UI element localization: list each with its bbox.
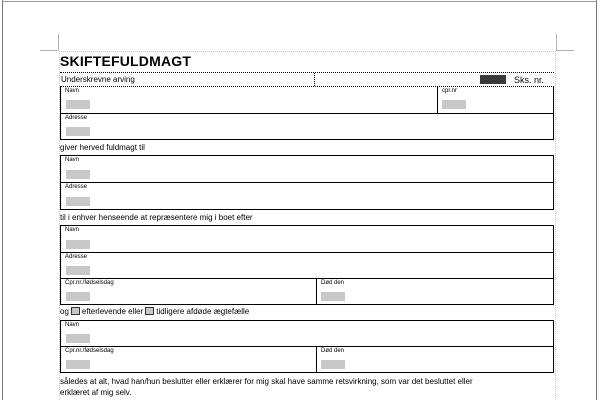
left-window-edge [2,0,3,400]
closing-text-line-2: erklæret af mig selv. [60,388,132,397]
closing-text-line-1: således at alt, hvad han/hun beslutter eller erklærer for mig skal have samme retsvirkning, som var det besluttet eller [60,377,473,386]
heir-address-input[interactable] [66,127,90,136]
deceased-cpr-input[interactable] [66,292,90,301]
deceased-address-label: Adresse [65,254,88,260]
top-window-edge [2,1,597,2]
deceased-death-cell [316,279,554,304]
proxy-name-input[interactable] [66,170,90,179]
heir-name-row [60,87,554,114]
spouse-death-input[interactable] [321,360,345,369]
spouse-line [60,307,249,317]
represent-text: til i enhver henseende at repræsentere mig i boet efter [60,213,253,222]
spouse-name-label: Navn [65,322,80,328]
right-window-edge [596,0,597,400]
heir-cpr-input[interactable] [442,100,466,109]
spouse-death-cell [316,347,554,372]
predeceased-spouse-checkbox[interactable] [145,307,154,315]
deceased-address-row [60,252,554,279]
crop-mark-top-right-v [556,34,557,50]
spouse-death-label: Død den [321,348,345,354]
crop-mark-top-right-h [556,50,574,51]
heir-address-row [60,113,554,140]
heir-name-input[interactable] [66,100,90,109]
deceased-address-input[interactable] [66,266,90,275]
proxy-address-input[interactable] [66,197,90,206]
deceased-name-row [60,225,554,253]
heir-cpr-cell [437,87,554,113]
heir-address-label: Adresse [65,115,88,121]
heir-header-row [60,72,554,87]
heir-cpr-label: cpr.nr [442,88,458,94]
crop-mark-top-left-h [40,50,58,51]
proxy-name-label: Navn [65,157,80,163]
top-margin-guide [59,51,556,52]
grant-text: giver herved fuldmagt til [60,143,145,152]
deceased-death-label: Død den [321,280,345,286]
spouse-prefix: og [60,307,69,316]
proxy-address-label: Adresse [65,184,88,190]
case-number-label: Sks. nr. [514,75,545,85]
surviving-spouse-label: efterlevende eller [81,307,144,316]
header-divider [314,73,315,86]
heir-label: Underskrevne arving [61,75,135,84]
deceased-death-input[interactable] [321,292,345,301]
spouse-cpr-label: Cpr.nr./fødselsdag [65,348,114,354]
proxy-name-row [60,155,554,183]
deceased-cpr-label: Cpr.nr./fødselsdag [65,280,114,286]
deceased-name-input[interactable] [66,240,90,249]
spouse-cpr-input[interactable] [66,360,90,369]
proxy-address-row [60,182,554,210]
spouse-name-input[interactable] [66,334,90,343]
case-number-field[interactable] [480,75,506,84]
right-margin-guide [555,51,556,400]
crop-mark-top-left-v [58,34,59,50]
spouse-cpr-row [60,346,554,373]
heir-name-label: Navn [65,88,80,94]
predeceased-spouse-label: tidligere afdøde ægtefælle [156,307,250,316]
deceased-name-label: Navn [65,227,80,233]
surviving-spouse-checkbox[interactable] [71,307,80,315]
document-title: SKIFTEFULDMAGT [60,53,192,69]
spouse-name-row [60,320,554,347]
deceased-cpr-row [60,278,554,305]
